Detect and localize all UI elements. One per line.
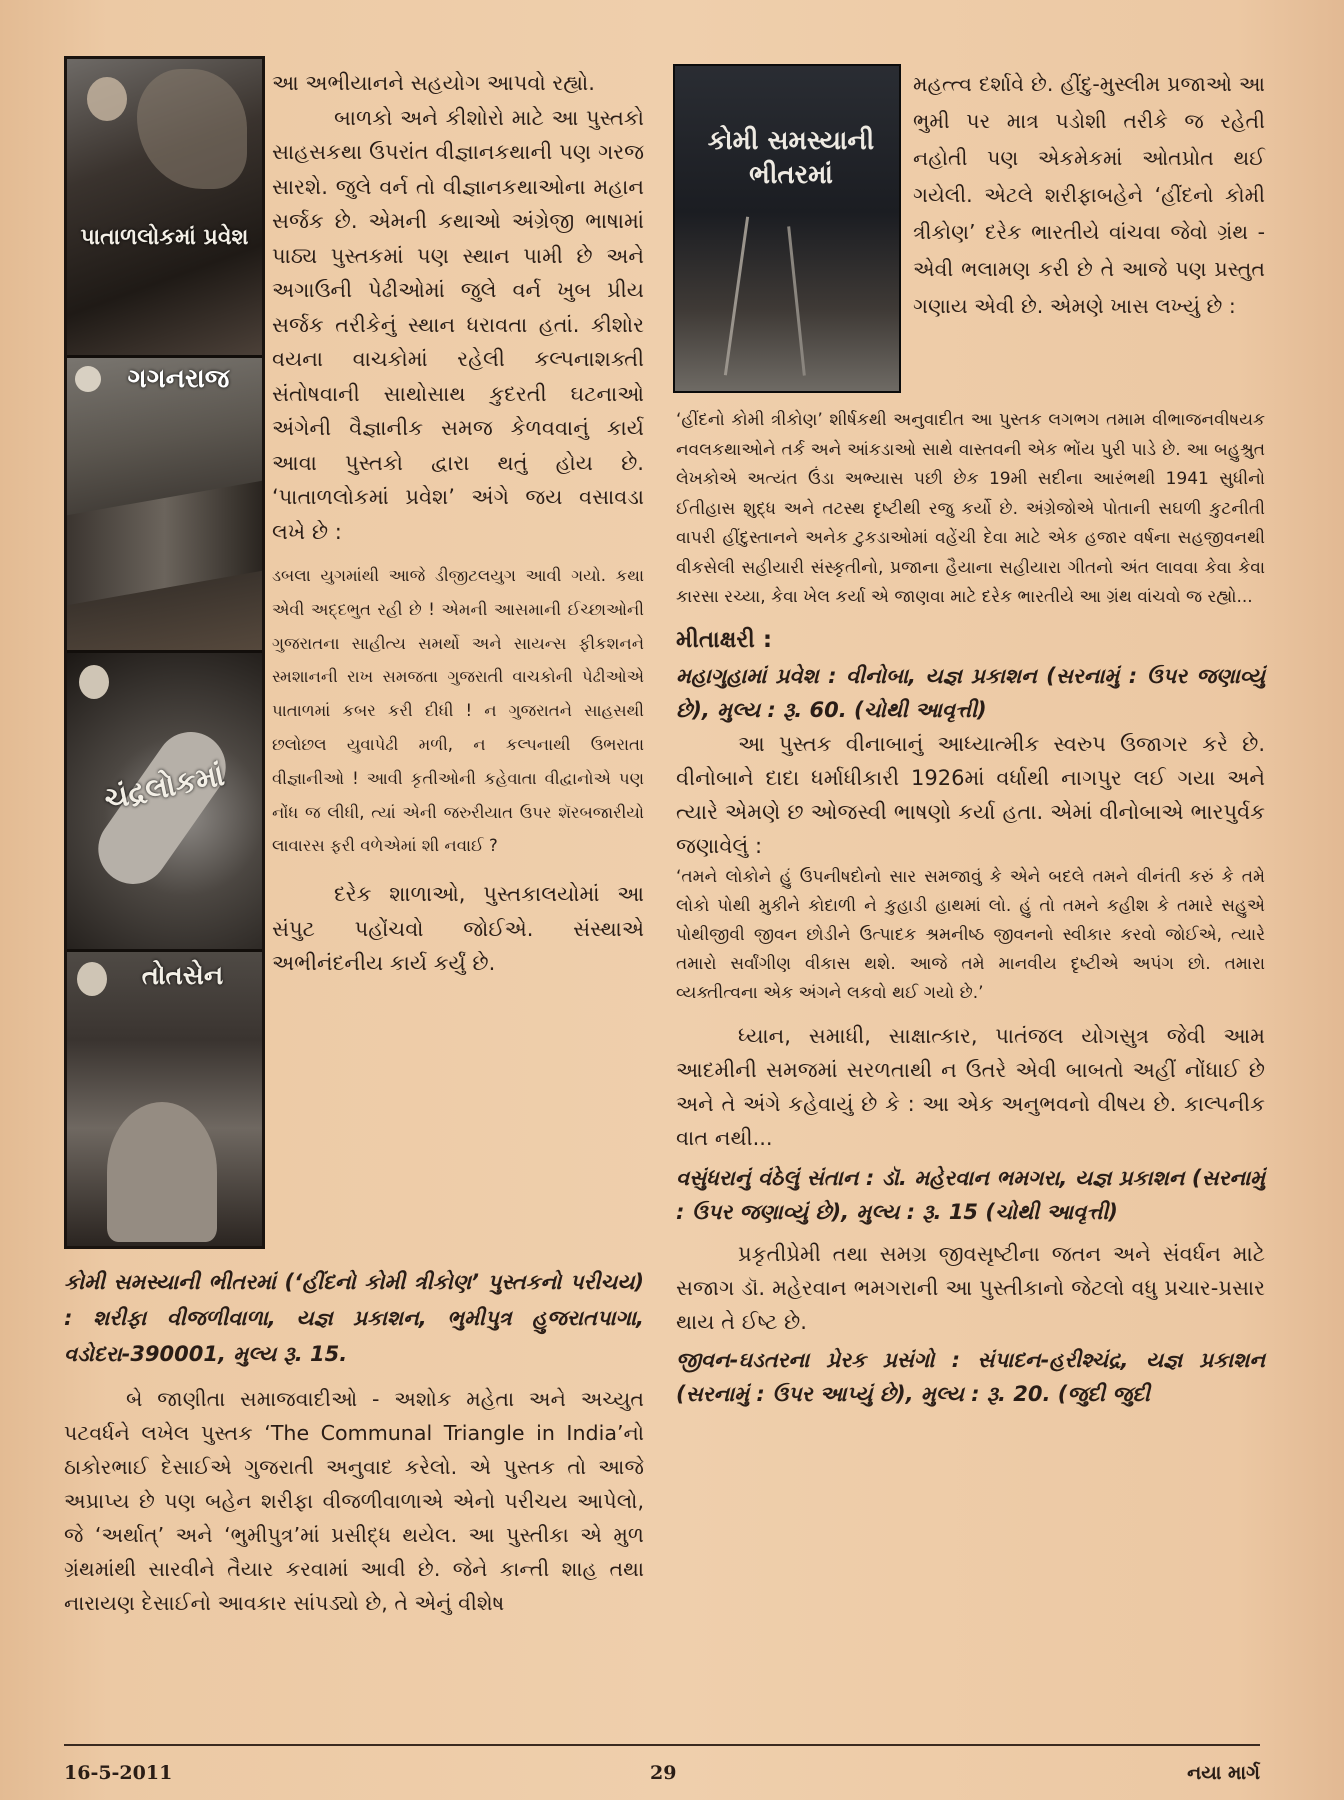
book-cover-image <box>67 59 262 358</box>
left-column <box>272 66 644 981</box>
paragraph: પ્રકૃતીપ્રેમી તથા સમગ્ર જીવસૃષ્ટીના જતન અને સંવર્ધન માટે સજાગ ડૉ. મહેરવાન ભમગરાની આ પુસ્તીકાનો જેટલો વધુ પ્રચાર-પ્રસાર થાય તે ઈષ્ટ છે. <box>676 1241 1265 1334</box>
book-cover-image <box>67 358 262 653</box>
book-cover-image <box>67 653 262 952</box>
quote-block: ‘હીંદનો કોમી ત્રીકોણ’ શીર્ષકથી અનુવાદીત આ પુસ્તક લગભગ તમામ વીભાજનવીષયક નવલકથાઓને તર્ક અને આંકડાઓ સાથે વાસ્તવની એક ભોંય પુરી પાડે છે. આ બહુશ્રુત લેખકોએ અત્યંત ઉંડા અભ્યાસ પછી છેક 19મી સદીના આરંભથી 1941 સુધીનો ઈતીહાસ શુદ્ધ અને તટસ્થ દૃષ્ટીથી રજુ કર્યો છે. અંગ્રેજોએ પોતાની સઘળી કુટનીતી વાપરી હીંદુસ્તાનને અનેક ટુકડાઓમાં વહેંચી દેવા માટે એક હજાર વર્ષના સહજીવનથી વીકસેલી સહીયારી સંસ્કૃતીનો, પ્રજાના હૈયાના સહીયારા ગીતનો અંત લાવવા કેવા કેવા કારસા રચ્યા, કેવા ખેલ કર્યા એ જાણવા માટે દરેક ભારતીયે આ ગ્રંથ વાંચવો જ રહ્યો... <box>676 410 1265 607</box>
magazine-name: નયા માર્ગ <box>1187 1762 1260 1784</box>
paragraph: આ પુસ્તક વીનાબાનું આધ્યાત્મીક સ્વરુપ ઉજાગર કરે છે. વીનોબાને દાદા ધર્માધીકારી 1926માં વર્ધાથી નાગપુર લઈ ગયા અને ત્યારે એમણે છ ઓજસ્વી ભાષણો કર્યા હતા. એમાં વીનોબાએ ભારપુર્વક જણાવેલું : <box>676 731 1265 858</box>
right-column <box>676 406 1265 1411</box>
quote-block: ‘તમને લોકોને હું ઉપનીષદોનો સાર સમજાવું કે એને બદલે તમને વીનંતી કરું કે તમે લોકો પોથી મુકીને કોદાળી ને કુહાડી હાથમાં લો. હું તો તમને કહીશ કે તમારે સહુએ પોથીજીવી જીવન છોડીને ઉત્પાદક શ્રમનીષ્ઠ જીવનનો સ્વીકાર કરવો જોઈએ, ત્યારે તમારો સર્વાંગીણ વીકાસ થશે. આજે તમે માનવીય દૃષ્ટીએ અપંગ છો. તમારા વ્યક્તીત્વના એક અંગને લકવો થઈ ગયો છે.’ <box>676 866 1265 1004</box>
footer-rule <box>64 1744 1260 1746</box>
book-heading: વસુંધરાનું વંઠેલું સંતાન : ડૉ. મહેરવાન ભમગરા, યજ્ઞ પ્રકાશન (સરનામું : ઉપર જણાવ્યું છે), મુલ્ય : રૂ. 15 (ચોથી આવૃત્તી) <box>676 1165 1265 1224</box>
quote-block: ડબલા યુગમાંથી આજે ડીજીટલયુગ આવી ગયો. કથા એવી અદ્દભુત રહી છે ! એમની આસમાની ઈચ્છાઓની ગુજરાતના સાહીત્ય સમર્થો અને સાયન્સ ફીકશનને સ્મશાનની રાખ સમજતા ગુજરાતી વાચકોની પેઢીઓએ પાતાળમાં કબર કરી દીધી ! ન ગુજરાતને સાહસથી છલોછલ યુવાપેઢી મળી, ન કલ્પનાથી ઉભરાતા વીજ્ઞાનીઓ ! આવી કૃતીઓની કહેવાતા વીદ્વાનોએ પણ નોંધ જ લીધી, ત્યાં એની જરુરીયાત ઉપર શૅરબજારીયો લાવારસ ફરી વળેએમાં શી નવાઈ ? <box>272 566 644 856</box>
paragraph: દરેક શાળાઓ, પુસ્તકાલયોમાં આ સંપુટ પહોંચવો જોઈએ. સંસ્થાએ અભીનંદનીય કાર્ય કર્યું છે. <box>272 882 644 976</box>
book-title: કોમી સમસ્યાની ભીતરમાં <box>707 126 875 190</box>
paragraph: આ અભીયાનને સહયોગ આપવો રહ્યો. <box>272 71 595 95</box>
paragraph: મહત્ત્વ દર્શાવે છે. હીંદુ-મુસ્લીમ પ્રજાઓ આ ભુમી પર માત્ર પડોશી તરીકે જ રહેતી નહોતી પણ એકમેકમાં ઓતપ્રોત થઈ ગયેલી. એટલે શરીફાબહેને ‘હીંદનો કોમી ત્રીકોણ’ દરેક ભારતીયે વાંચવા જેવો ગ્રંથ - એવી ભલામણ કરી છે તે આજે પણ પ્રસ્તુત ગણાય એવી છે. એમણે ખાસ લખ્યું છે : <box>913 72 1265 318</box>
cover-title: ચંદ્રલોકમાં <box>101 757 228 818</box>
section-title: મીતાક્ષરી : <box>676 626 773 653</box>
footer-date: 16-5-2011 <box>64 1762 173 1784</box>
book-covers-strip <box>64 56 265 1249</box>
book-heading: જીવન-ઘડતરના પ્રેરક પ્રસંગો : સંપાદન-હરીશ્ચંદ્ર, યજ્ઞ પ્રકાશન (સરનામું : ઉપર આપ્યું છે), મુલ્ય : રૂ. 20. (જુદી જુદી <box>676 1347 1265 1406</box>
cover-title: તોતસેન <box>141 961 224 991</box>
paragraph: બાળકો અને કીશોરો માટે આ પુસ્તકો સાહસકથા ઉપરાંત વીજ્ઞાનકથાની પણ ગરજ સારશે. જુલે વર્ન તો વીજ્ઞાનકથાઓના મહાન સર્જક છે. એમની કથાઓ અંગ્રેજી ભાષામાં પાઠ્ય પુસ્તકમાં પણ સ્થાન પામી છે અને અગાઉની પેઢીઓમાં જુલે વર્ન ખુબ પ્રીય સર્જક તરીકેનું સ્થાન ધરાવતા હતાં. કીશોર વયના વાચકોમાં રહેલી કલ્પનાશક્તી સંતોષવાની સાથોસાથ કુદરતી ઘટનાઓ અંગેની વૈજ્ઞાનીક સમજ કેળવવાનું કાર્ય આવા પુસ્તકો દ્વારા થતું હોય છે. ‘પાતાળલોકમાં પ્રવેશ’ અંગે જય વસાવડા લખે છે : <box>272 105 644 544</box>
book-cover-photo <box>673 64 901 393</box>
book-cover-image <box>67 952 262 1246</box>
paragraph: ધ્યાન, સમાધી, સાક્ષાત્કાર, પાતંજલ યોગસુત્ર જેવી આમ આદમીની સમજમાં સરળતાથી ન ઉતરે એવી બાબતો અહીં નોંધાઈ છે અને તે અંગે કહેવાયું છે કે : આ એક અનુભવનો વીષય છે. કાલ્પનીક વાત નથી... <box>676 1023 1265 1150</box>
cover-title: પાતાળલોકમાં પ્રવેશ <box>80 225 249 250</box>
page-number: 29 <box>650 1762 677 1784</box>
right-top-column <box>913 66 1265 325</box>
book-heading: મહાગુહામાં પ્રવેશ : વીનોબા, યજ્ઞ પ્રકાશન (સરનામું : ઉપર જણાવ્યું છે), મુલ્ય : રૂ. 60. (ચોથી આવૃત્તી) <box>676 663 1265 722</box>
book-heading: કોમી સમસ્યાની ભીતરમાં (‘હીંદનો કોમી ત્રીકોણ’ પુસ્તકનો પરીચય) : શરીફા વીજળીવાળા, યજ્ઞ પ્રકાશન, ભુમીપુત્ર હુજરાતપાગા, વડોદરા-390001, મુલ્ય રૂ. 15. <box>64 1270 644 1366</box>
cover-title: ગગનરાજ <box>127 364 230 394</box>
left-bottom-column <box>64 1264 644 1620</box>
paragraph: બે જાણીતા સમાજવાદીઓ - અશોક મહેતા અને અચ્યુત પટવર્ધને લખેલ પુસ્તક ‘The Communal Triangle in India’નો ઠાકોરભાઈ દેસાઈએ ગુજરાતી અનુવાદ કરેલો. એ પુસ્તક તો આજે અપ્રાપ્ય છે પણ બહેન શરીફા વીજળીવાળાએ એનો પરીચય આપેલો, જે ‘અર્થાત્’ અને ‘ભુમીપુત્ર’માં પ્રસીદ્ધ થયેલ. આ પુસ્તીકા એ મુળ ગ્રંથમાંથી સારવીને તૈયાર કરવામાં આવી છે. જેને કાન્તી શાહ તથા નારાયણ દેસાઈનો આવકાર સાંપડ્યો છે, તે એનું વીશેષ <box>64 1387 644 1615</box>
